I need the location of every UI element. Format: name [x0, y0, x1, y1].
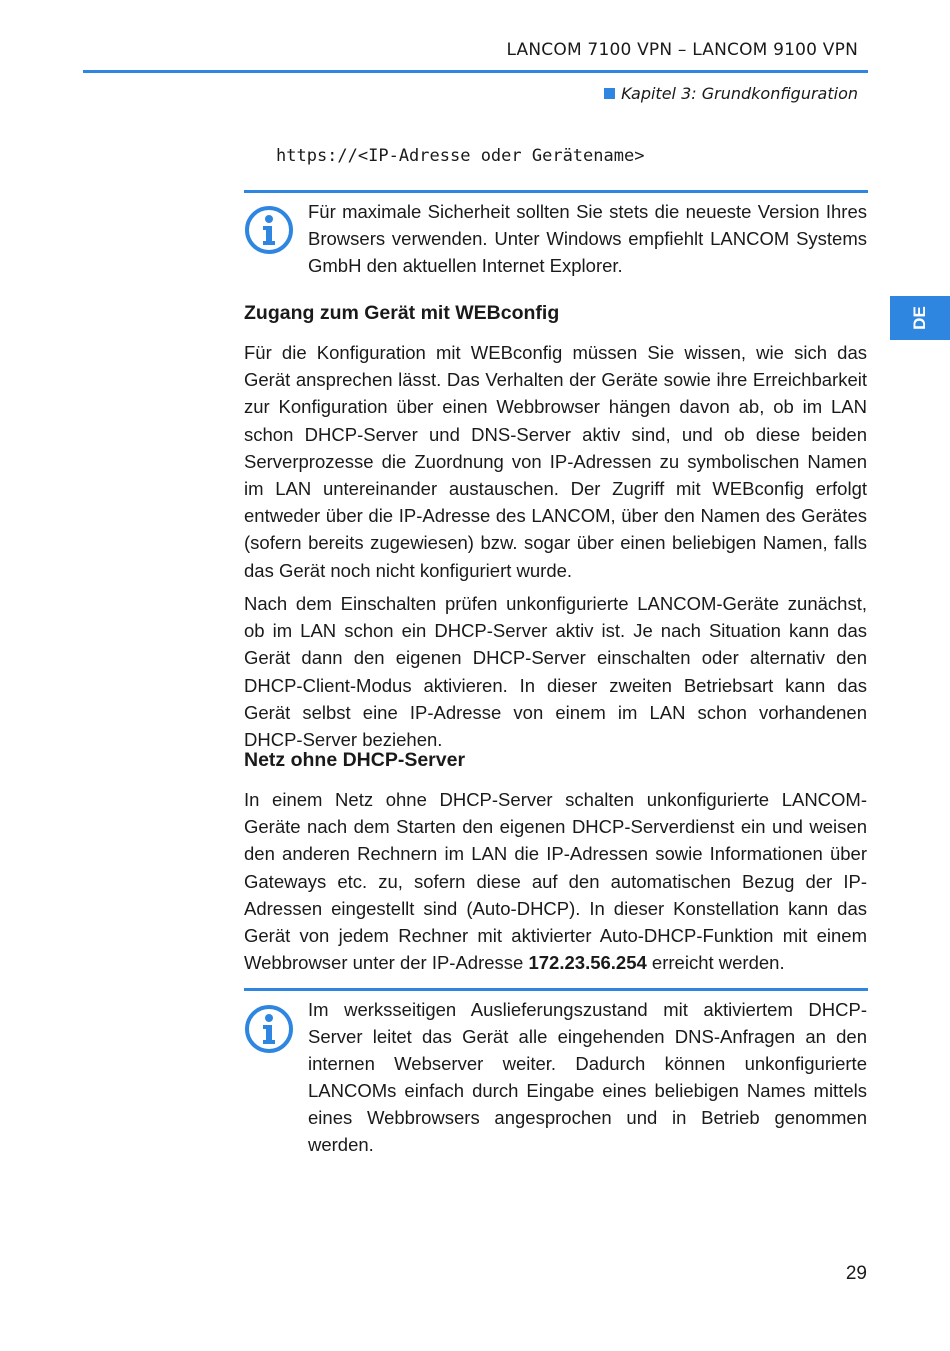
header-rule — [83, 70, 868, 73]
running-header-title: LANCOM 7100 VPN – LANCOM 9100 VPN — [506, 40, 858, 60]
paragraph — [244, 786, 867, 976]
paragraph: Nach dem Einschalten prüfen unkonfigurierte LANCOM-Geräte zunächst, ob im LAN schon ein DHCP-Server aktiv ist. Je nach Situation kann das Gerät dann den eigenen DHCP-Server einschalten oder alternativ den DHCP-Client-Modus aktivieren. In dieser zweiten Betriebsart kann das Gerät selbst eine IP-Adresse von einem im LAN schon vorhandenen DHCP-Server beziehen. — [244, 593, 867, 751]
note-rule — [244, 190, 868, 193]
page-number: 29 — [845, 1263, 867, 1284]
info-icon — [244, 1004, 294, 1054]
chapter-title: Kapitel 3: Grundkonfiguration — [621, 84, 858, 103]
note-rule — [244, 988, 868, 991]
info-icon — [244, 205, 294, 255]
note-text: Für maximale Sicherheit sollten Sie stets die neueste Version Ihres Browsers verwenden. Unter Windows empfiehlt LANCOM Systems GmbH den aktuellen Internet Explorer. — [308, 201, 867, 276]
paragraph: Für die Konfiguration mit WEBconfig müssen Sie wissen, wie sich das Gerät ansprechen lässt. Das Verhalten der Geräte sowie ihre Erreichbarkeit zur Konfiguration über einen Webbrowser hängen davon ab, ob im LAN schon DHCP-Server und DNS-Server aktiv sind, und ob diese beiden Serverprozesse die Zuordnung von IP-Adressen zu symbolischen Namen im LAN untereinander austauschen. Der Zugriff mit WEBconfig erfolgt entweder über die IP-Adresse des LANCOM, über den Namen des Gerätes (sofern bereits zugewiesen) bzw. sogar über einen beliebigen Namen, falls das Gerät noch nicht konfiguriert wurde. — [244, 342, 867, 581]
section-heading: Netz ohne DHCP-Server — [244, 749, 466, 771]
url-syntax: https://<IP-Adresse oder Gerätename> — [276, 146, 645, 166]
section-heading: Zugang zum Gerät mit WEBconfig — [244, 302, 560, 324]
ip-address: 172.23.56.254 — [528, 952, 647, 974]
paragraph-text: erreicht werden. — [646, 952, 785, 974]
paragraph-text: In einem Netz ohne DHCP-Server schalten unkonfigurierte LANCOM-Geräte nach dem Starten den eigenen DHCP-Serverdienst ein und weisen den anderen Rechnern im LAN die IP-Adressen sowie Informationen über Gateways etc. zu, sofern diese auf den automatischen Bezug der IP-Adressen eingestellt sind (Auto-DHCP). In dieser Konstellation kann das Gerät von jedem Rechner mit aktivierter Auto-DHCP-Funktion mit einem Webbrowser unter der IP-Adresse — [244, 789, 867, 974]
note-text: Im werksseitigen Auslieferungszustand mit aktiviertem DHCP-Server leitet das Gerät alle eingehenden DNS-Anfragen an den internen Webserver weiter. Dadurch können unkonfigurierte LANCOMs einfach durch Eingabe eines beliebigen Names mittels eines Webbrowsers angesprochen und in Betrieb genommen werden. — [308, 999, 867, 1155]
language-tab — [890, 296, 950, 340]
language-label: DE — [910, 306, 929, 330]
chapter-label — [604, 84, 858, 103]
chapter-square-icon — [604, 88, 615, 99]
